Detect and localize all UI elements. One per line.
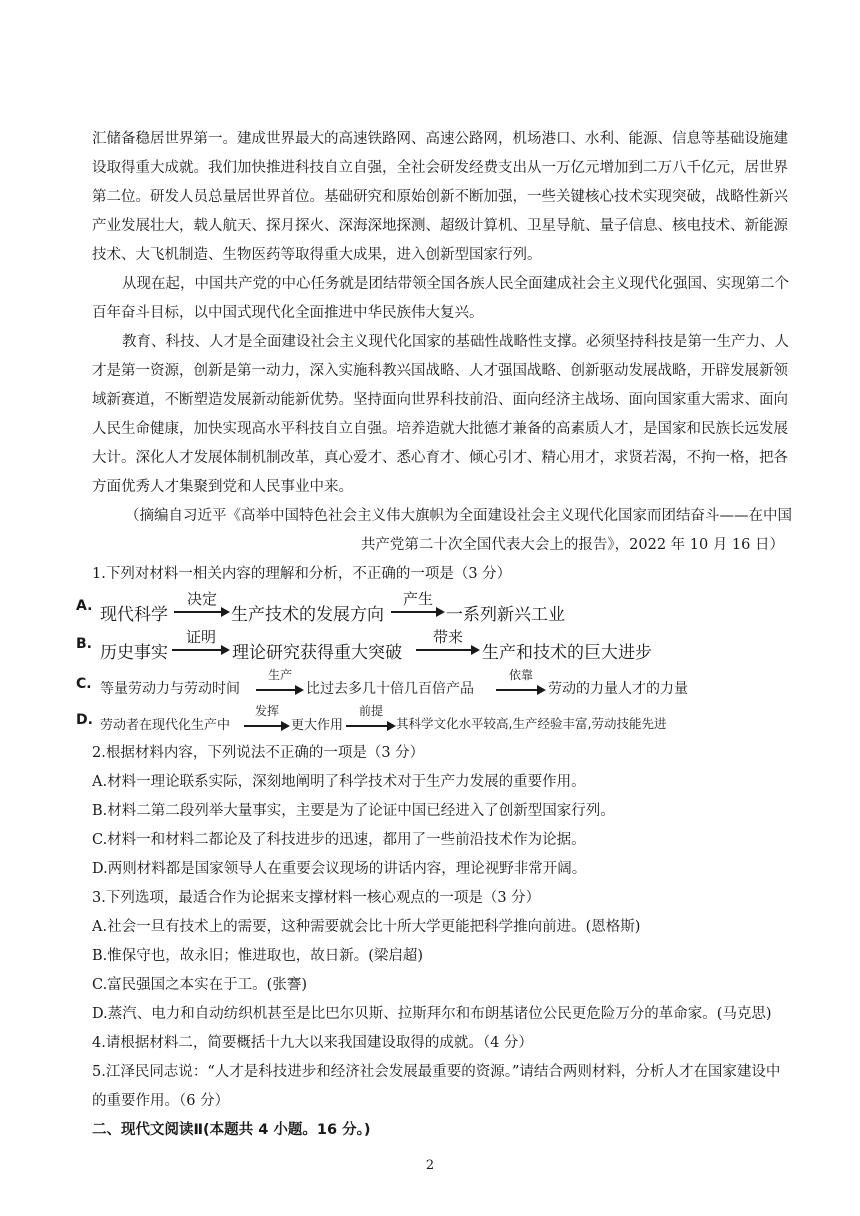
question-1-stem: 1.下列对材料一相关内容的理解和分析，不正确的一项是（3 分） <box>92 566 512 582</box>
flow-arrow <box>256 670 304 704</box>
passage-line: 百年奋斗目标，以中国式现代化全面推进中华民族伟大复兴。 <box>92 305 484 321</box>
question-2-stem: 2.根据材料内容，下列说法不正确的一项是（3 分） <box>92 745 425 761</box>
flow-node: 历史事实 <box>100 643 168 663</box>
passage-line: 从现在起，中国共产党的中心任务就是团结带领全国各族人民全面建成社会主义现代化强国、实现第二个 <box>122 276 789 292</box>
flow-node: 更大作用 <box>291 718 344 733</box>
passage-line: 汇储备稳居世界第一。建成世界最大的高速铁路网、高速公路网，机场港口、水利、能源、信息等基础设施建 <box>92 131 788 147</box>
source-citation: （摘编自习近平《高举中国特色社会主义伟大旗帜为全面建设社会主义现代化国家而团结奋斗——在中国 <box>125 508 792 524</box>
flow-arrow-label: 前提 <box>358 704 383 718</box>
flow-node: 生产技术的发展方向 <box>231 605 384 625</box>
flow-node: 其科学文化水平较高,生产经验丰富,劳动技能先进 <box>396 716 667 731</box>
flow-arrow-label: 带来 <box>432 628 463 646</box>
passage-line: 教育、科技、人才是全面建设社会主义现代化国家的基础性战略性支撑。必须坚持科技是第一生产力、人 <box>122 334 789 350</box>
passage-line: 才是第一资源，创新是第一动力，深入实施科教兴国战略、人才强国战略、创新驱动发展战略，开辟发展新领 <box>92 363 788 379</box>
option-letter: A. <box>76 598 93 614</box>
flow-arrow <box>391 592 445 626</box>
passage-line: 域新赛道，不断塑造发展新动能新优势。坚持面向世界科技前沿、面向经济主战场、面向国家重大需求、面向 <box>92 392 788 408</box>
q2-option-c: C.材料一和材料二都论及了科技进步的迅速，都用了一些前沿技术作为论据。 <box>92 832 586 848</box>
arrow-head-icon <box>537 685 546 695</box>
flow-arrow-label: 决定 <box>186 590 217 608</box>
source-citation: 共产党第二十次全国代表大会上的报告》，2022 年 10 月 16 日） <box>360 537 784 553</box>
flow-node: 劳动者在现代化生产中 <box>100 718 231 733</box>
option-letter: D. <box>76 712 93 728</box>
q1-option-a <box>76 592 776 626</box>
arrow-head-icon <box>221 645 230 655</box>
q2-option-a: A.材料一理论联系实际，深刻地阐明了科学技术对于生产力发展的重要作用。 <box>92 774 586 790</box>
q1-option-c <box>76 670 776 704</box>
page-number: 2 <box>425 1158 435 1173</box>
passage-line: 大计。深化人才发展体制机制改革，真心爱才、悉心育才、倾心引才、精心用才，求贤若渴，不拘一格，把各 <box>92 450 788 466</box>
flow-node: 等量劳动力与劳动时间 <box>100 681 240 697</box>
arrow-head-icon <box>436 607 445 617</box>
flow-arrow <box>244 706 290 740</box>
flow-arrow <box>416 630 480 664</box>
flow-node: 现代科学 <box>100 605 168 625</box>
q2-option-d: D.两则材料都是国家领导人在重要会议现场的讲话内容，理论视野非常开阔。 <box>92 861 587 877</box>
q3-option-b: B.惟保守也，故永旧；惟进取也，故日新。(梁启超) <box>92 948 424 964</box>
flow-arrow-label: 证明 <box>185 628 216 646</box>
flow-arrow <box>174 592 230 626</box>
question-5-stem-cont: 的重要作用。（6 分） <box>92 1093 230 1109</box>
flow-node: 生产和技术的巨大进步 <box>482 643 652 663</box>
flow-arrow <box>496 670 546 704</box>
flow-arrow-label: 生产 <box>267 668 292 682</box>
passage-line: 设取得重大成就。我们加快推进科技自立自强，全社会研发经费支出从一万亿元增加到二万八千亿元，居世界 <box>92 160 788 176</box>
flow-arrow-label: 发挥 <box>254 704 279 718</box>
arrow-head-icon <box>387 721 396 731</box>
option-letter: B. <box>76 636 92 652</box>
arrow-head-icon <box>281 721 290 731</box>
question-5-stem: 5.江泽民同志说：“人才是科技进步和经济社会发展最重要的资源。”请结合两则材料，分析人才在国家建设中 <box>92 1064 781 1080</box>
q1-option-b <box>76 630 776 664</box>
passage-line: 方面优秀人才集聚到党和人民事业中来。 <box>92 479 353 495</box>
flow-arrow <box>346 706 396 740</box>
section-heading: 二、现代文阅读Ⅱ(本题共 4 小题。16 分。) <box>92 1122 371 1138</box>
passage-line: 技术、大飞机制造、生物医药等取得重大成果，进入创新型国家行列。 <box>92 247 542 263</box>
flow-node: 一系列新兴工业 <box>446 605 565 625</box>
flow-node: 比过去多几十倍几百倍产品 <box>306 681 474 697</box>
flow-node: 理论研究获得重大突破 <box>232 643 402 663</box>
option-letter: C. <box>76 676 92 692</box>
q3-option-a: A.社会一旦有技术上的需要，这种需要就会比十所大学更能把科学推向前进。(恩格斯) <box>92 919 641 935</box>
passage-line: 人民生命健康，加快实现高水平科技自立自强。培养造就大批德才兼备的高素质人才，是国家和民族长远发展 <box>92 421 788 437</box>
flow-arrow-label: 依靠 <box>508 668 533 682</box>
q1-option-d <box>76 706 776 740</box>
arrow-head-icon <box>471 645 480 655</box>
question-3-stem: 3.下列选项，最适合作为论据来支撑材料一核心观点的一项是（3 分） <box>92 890 541 906</box>
arrow-head-icon <box>221 607 230 617</box>
passage-line: 第二位。研发人员总量居世界首位。基础研究和原始创新不断加强，一些关键核心技术实现突破，战略性新兴 <box>92 189 788 205</box>
q3-option-c: C.富民强国之本实在于工。(张謇) <box>92 977 307 993</box>
q3-option-d: D.蒸汽、电力和自动纺织机甚至是比巴尔贝斯、拉斯拜尔和布朗基诸位公民更危险万分的革命家。(马克思) <box>92 1006 772 1022</box>
question-4-stem: 4.请根据材料二，简要概括十九大以来我国建设取得的成就。（4 分） <box>92 1035 533 1051</box>
flow-arrow <box>172 630 230 664</box>
passage-line: 产业发展壮大，载人航天、探月探火、深海深地探测、超级计算机、卫星导航、量子信息、核电技术、新能源 <box>92 218 788 234</box>
flow-node: 劳动的力量人才的力量 <box>548 681 688 697</box>
q2-option-b: B.材料二第二段列举大量事实，主要是为了论证中国已经进入了创新型国家行列。 <box>92 803 615 819</box>
flow-arrow-label: 产生 <box>402 590 433 608</box>
arrow-head-icon <box>295 685 304 695</box>
